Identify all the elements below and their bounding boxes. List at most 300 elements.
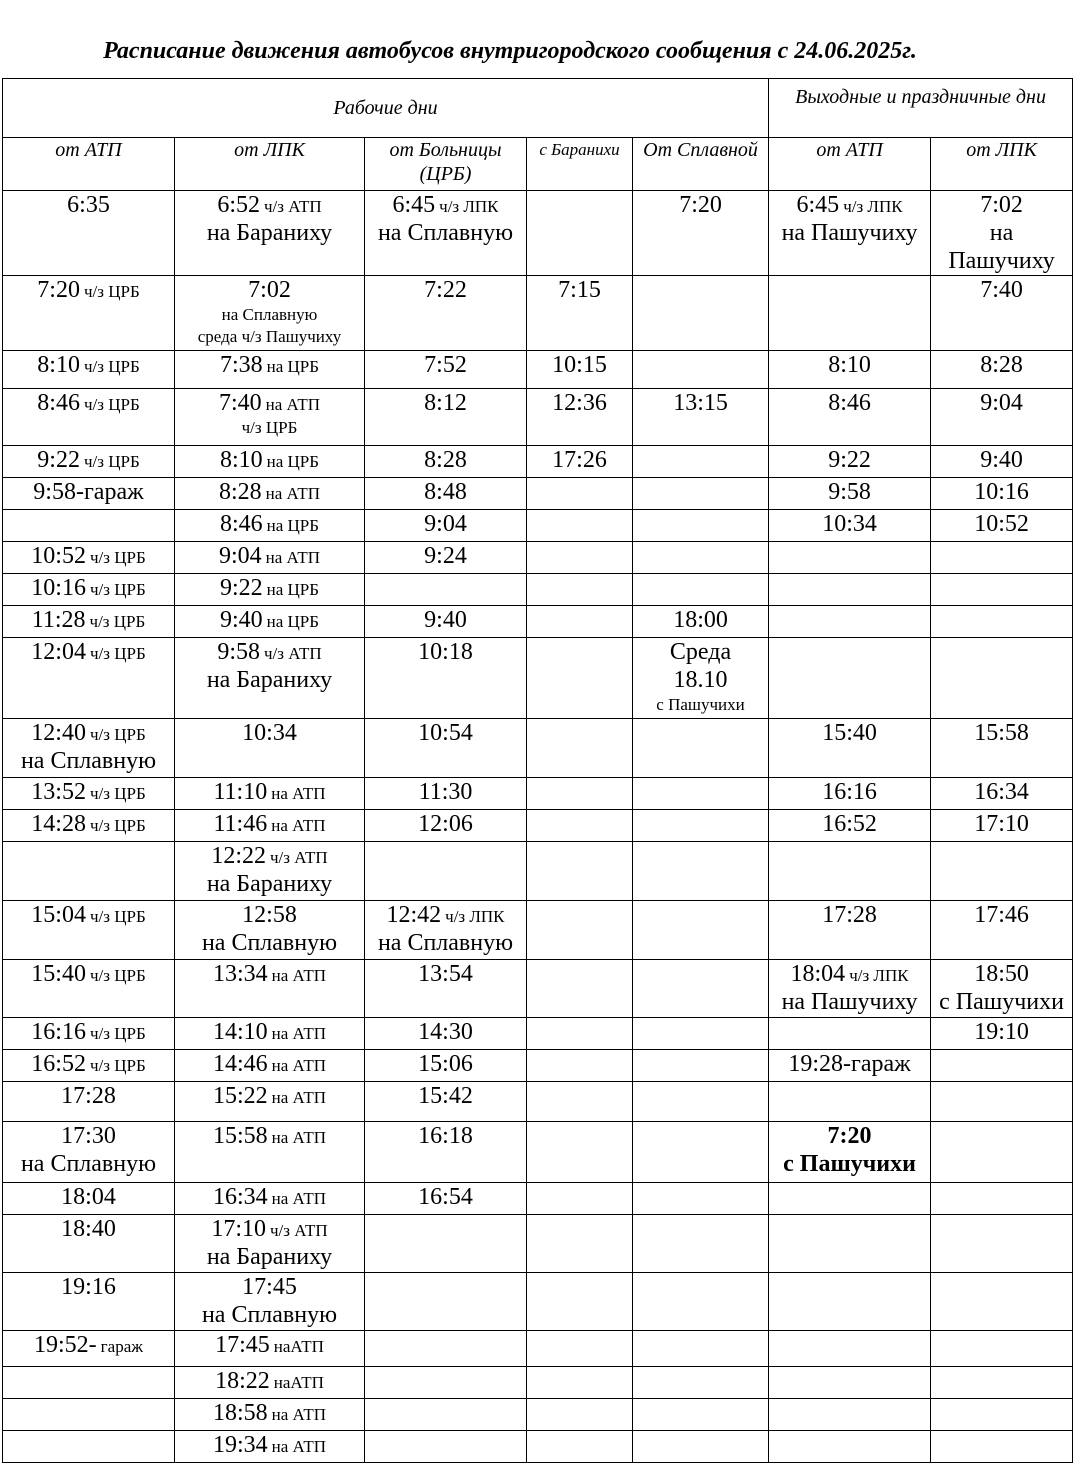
schedule-cell xyxy=(931,191,1073,276)
schedule-cell xyxy=(3,1215,175,1273)
schedule-cell xyxy=(175,478,365,510)
schedule-cell xyxy=(527,842,633,901)
cell-line xyxy=(3,719,174,747)
schedule-cell xyxy=(3,719,175,778)
route-note: ч/з ЦРБ xyxy=(89,907,146,926)
schedule-cell xyxy=(633,1367,769,1399)
route-note: на АТП xyxy=(271,784,326,803)
route-note: ч/з ЦРБ xyxy=(89,644,146,663)
schedule-cell xyxy=(175,1331,365,1367)
route-note: на АТП xyxy=(265,395,320,414)
schedule-cell xyxy=(931,1215,1073,1273)
cell-line xyxy=(175,1399,364,1427)
schedule-cell xyxy=(931,389,1073,446)
departure-time: 15:40 xyxy=(822,720,877,746)
schedule-cell xyxy=(3,606,175,638)
departure-time: 11:46 xyxy=(213,811,268,837)
cell-line xyxy=(365,638,526,666)
departure-time: 15:42 xyxy=(418,1083,473,1109)
cell-line xyxy=(769,191,930,219)
departure-time: 8:46 xyxy=(219,511,263,537)
schedule-cell xyxy=(365,1122,527,1183)
cell-line xyxy=(365,1018,526,1046)
cell-line xyxy=(175,1301,364,1329)
cell-line xyxy=(175,1018,364,1046)
schedule-cell xyxy=(365,389,527,446)
route-note: ч/з АТП xyxy=(263,644,322,663)
schedule-cell xyxy=(175,351,365,389)
schedule-cell xyxy=(365,1018,527,1050)
departure-time: 9:40 xyxy=(424,607,467,633)
cell-line xyxy=(365,778,526,806)
cell-line xyxy=(931,1018,1072,1046)
schedule-cell xyxy=(365,1331,527,1367)
route-note: на АТП xyxy=(271,1128,326,1147)
departure-time: 14:46 xyxy=(212,1051,268,1077)
route-note: на АТП xyxy=(271,1437,326,1456)
schedule-cell xyxy=(633,719,769,778)
schedule-cell xyxy=(365,542,527,574)
schedule-cell xyxy=(527,719,633,778)
table-row xyxy=(3,960,1073,1018)
schedule-cell xyxy=(3,446,175,478)
route-note: на АТП xyxy=(271,816,326,835)
schedule-cell xyxy=(527,778,633,810)
departure-time: 8:28 xyxy=(218,479,262,505)
cell-line xyxy=(175,666,364,694)
schedule-cell xyxy=(175,606,365,638)
schedule-cell xyxy=(769,719,931,778)
schedule-cell xyxy=(931,960,1073,1018)
cell-line xyxy=(931,389,1072,417)
cell-line xyxy=(175,1331,364,1359)
schedule-cell xyxy=(365,1273,527,1331)
schedule-cell xyxy=(527,1431,633,1463)
cell-line xyxy=(3,1082,174,1110)
cell-line xyxy=(365,901,526,929)
schedule-cell xyxy=(931,478,1073,510)
departure-time: 15:22 xyxy=(212,1083,268,1109)
cell-line xyxy=(769,778,930,806)
table-row xyxy=(3,510,1073,542)
departure-time: 15:58 xyxy=(974,720,1029,746)
cell-line xyxy=(931,351,1072,379)
cell-line xyxy=(175,901,364,929)
schedule-cell xyxy=(175,1050,365,1082)
cell-line xyxy=(365,276,526,304)
cell-line xyxy=(633,638,768,666)
schedule-cell xyxy=(175,1431,365,1463)
schedule-cell xyxy=(527,901,633,960)
schedule-cell xyxy=(527,1399,633,1431)
route-note: на АТП xyxy=(271,1056,326,1075)
schedule-cell xyxy=(931,1018,1073,1050)
cell-line xyxy=(365,810,526,838)
departure-time: 19:16 xyxy=(61,1274,116,1300)
departure-time: 9:58-гараж xyxy=(33,479,144,505)
schedule-cell xyxy=(633,446,769,478)
schedule-cell xyxy=(365,1431,527,1463)
cell-line xyxy=(365,478,526,506)
departure-time: 17:45 xyxy=(215,1332,270,1358)
departure-time: 13:52 xyxy=(31,779,86,805)
departure-time: на Бараниху xyxy=(206,871,333,897)
table-row xyxy=(3,1431,1073,1463)
departure-time: 17:45 xyxy=(242,1274,297,1300)
cell-line xyxy=(3,1215,174,1243)
table-row xyxy=(3,191,1073,276)
schedule-cell xyxy=(769,191,931,276)
cell-line xyxy=(175,574,364,602)
route-note: ч/з ЦРБ xyxy=(89,612,146,631)
schedule-cell xyxy=(633,1082,769,1122)
cell-line xyxy=(3,606,174,634)
table-row xyxy=(3,478,1073,510)
schedule-cell xyxy=(633,389,769,446)
departure-time: 9:22 xyxy=(828,447,871,473)
cell-line xyxy=(3,574,174,602)
schedule-cell xyxy=(527,510,633,542)
schedule-cell xyxy=(365,191,527,276)
cell-line xyxy=(633,666,768,694)
departure-time: 11:10 xyxy=(213,779,268,805)
departure-time: 13:54 xyxy=(418,961,473,987)
cell-line xyxy=(3,191,174,219)
cell-line xyxy=(365,606,526,634)
departure-time: 6:45 xyxy=(796,192,840,218)
schedule-cell xyxy=(365,606,527,638)
schedule-cell xyxy=(3,510,175,542)
departure-time: 14:10 xyxy=(212,1019,268,1045)
cell-line xyxy=(175,510,364,538)
departure-time: 16:34 xyxy=(212,1184,268,1210)
schedule-cell xyxy=(527,276,633,351)
schedule-cell xyxy=(175,638,365,719)
cell-line xyxy=(931,778,1072,806)
schedule-cell xyxy=(175,719,365,778)
schedule-cell xyxy=(527,810,633,842)
table-row xyxy=(3,574,1073,606)
cell-line xyxy=(175,542,364,570)
schedule-cell xyxy=(769,351,931,389)
route-note: на Сплавную xyxy=(221,305,318,324)
schedule-cell xyxy=(3,1122,175,1183)
schedule-table xyxy=(2,78,1073,1463)
schedule-cell xyxy=(3,1399,175,1431)
route-note: на ЦРБ xyxy=(266,516,320,535)
cell-line xyxy=(175,191,364,219)
table-row xyxy=(3,389,1073,446)
cell-line xyxy=(769,219,930,247)
departure-time: 7:20 xyxy=(827,1123,872,1149)
schedule-cell xyxy=(769,638,931,719)
cell-line xyxy=(175,219,364,247)
cell-line xyxy=(931,191,1072,219)
table-row xyxy=(3,1367,1073,1399)
departure-time: 9:40 xyxy=(980,447,1023,473)
schedule-cell xyxy=(769,510,931,542)
departure-time: 11:30 xyxy=(418,779,473,805)
cell-line xyxy=(365,1082,526,1110)
departure-time: 15:58 xyxy=(212,1123,268,1149)
schedule-cell xyxy=(633,276,769,351)
departure-time: на Пашучиху xyxy=(781,989,918,1015)
schedule-cell xyxy=(175,842,365,901)
schedule-cell xyxy=(3,478,175,510)
schedule-cell xyxy=(3,1050,175,1082)
schedule-cell xyxy=(365,778,527,810)
schedule-cell xyxy=(769,1273,931,1331)
route-note: ч/з АТП xyxy=(263,197,322,216)
schedule-cell xyxy=(769,1431,931,1463)
schedule-cell xyxy=(527,638,633,719)
schedule-cell xyxy=(175,960,365,1018)
departure-time: 17:10 xyxy=(974,811,1029,837)
route-note: с Пашучихи xyxy=(656,695,745,714)
cell-line xyxy=(769,351,930,379)
schedule-cell xyxy=(633,574,769,606)
departure-time: на Бараниху xyxy=(206,1244,333,1270)
route-note: ч/з ЦРБ xyxy=(89,580,146,599)
departure-time: 7:40 xyxy=(980,277,1023,303)
departure-time: 6:52 xyxy=(217,192,260,218)
schedule-cell xyxy=(769,478,931,510)
table-row xyxy=(3,351,1073,389)
schedule-cell xyxy=(527,1122,633,1183)
departure-time: 12:58 xyxy=(242,902,297,928)
route-note: гараж xyxy=(100,1337,143,1356)
table-row xyxy=(3,719,1073,778)
departure-time: 14:30 xyxy=(418,1019,473,1045)
departure-time: 10:16 xyxy=(31,575,86,601)
schedule-cell xyxy=(931,1122,1073,1183)
departure-time: 10:18 xyxy=(418,639,473,665)
schedule-cell xyxy=(175,1018,365,1050)
cell-line xyxy=(931,276,1072,304)
departure-time: 17:30 xyxy=(61,1123,116,1149)
departure-time: Среда xyxy=(669,639,732,665)
schedule-cell xyxy=(633,191,769,276)
column-header: от АТП xyxy=(769,138,931,191)
schedule-cell xyxy=(3,276,175,351)
schedule-cell xyxy=(769,960,931,1018)
table-row xyxy=(3,1331,1073,1367)
table-row xyxy=(3,842,1073,901)
cell-line xyxy=(931,478,1072,506)
schedule-cell xyxy=(3,638,175,719)
schedule-cell xyxy=(175,191,365,276)
departure-time: на Сплавную xyxy=(20,748,157,774)
departure-time: 8:12 xyxy=(424,390,467,416)
table-row xyxy=(3,1050,1073,1082)
route-note: на АТП xyxy=(271,966,326,985)
table-row xyxy=(3,1122,1073,1183)
departure-time: 12:40 xyxy=(31,720,86,746)
departure-time: 9:22 xyxy=(219,575,263,601)
cell-line xyxy=(175,719,364,747)
schedule-cell xyxy=(931,1431,1073,1463)
schedule-cell xyxy=(175,1183,365,1215)
schedule-cell xyxy=(365,1215,527,1273)
cell-line xyxy=(175,1273,364,1301)
schedule-cell xyxy=(365,1399,527,1431)
cell-line xyxy=(365,1122,526,1150)
departure-time: 18:04 xyxy=(61,1184,116,1210)
departure-time: 10:15 xyxy=(552,352,607,378)
departure-time: 19:34 xyxy=(212,1432,268,1458)
schedule-cell xyxy=(527,1183,633,1215)
departure-time: с Пашучихи xyxy=(783,1151,916,1177)
departure-time: на Сплавную xyxy=(201,1302,338,1328)
schedule-cell xyxy=(633,842,769,901)
schedule-cell xyxy=(527,1082,633,1122)
departure-time: 16:54 xyxy=(418,1184,473,1210)
schedule-cell xyxy=(527,1215,633,1273)
schedule-cell xyxy=(365,1367,527,1399)
table-row xyxy=(3,1399,1073,1431)
cell-line xyxy=(175,870,364,898)
cell-line xyxy=(175,1122,364,1150)
cell-line xyxy=(175,1183,364,1211)
schedule-cell xyxy=(3,842,175,901)
departure-time: 18:50 xyxy=(974,961,1029,987)
schedule-cell xyxy=(931,1050,1073,1082)
schedule-cell xyxy=(931,1082,1073,1122)
schedule-cell xyxy=(931,638,1073,719)
route-note: ч/з ЛПК xyxy=(445,907,505,926)
cell-line xyxy=(769,1150,930,1178)
departure-time: на Бараниху xyxy=(206,667,333,693)
schedule-cell xyxy=(931,1331,1073,1367)
schedule-cell xyxy=(175,901,365,960)
schedule-cell xyxy=(931,1399,1073,1431)
column-header: от АТП xyxy=(3,138,175,191)
table-row xyxy=(3,446,1073,478)
schedule-cell xyxy=(633,510,769,542)
cell-line xyxy=(365,719,526,747)
cell-line xyxy=(365,389,526,417)
cell-line xyxy=(3,1018,174,1046)
schedule-cell xyxy=(527,574,633,606)
schedule-cell xyxy=(769,778,931,810)
departure-time: 15:04 xyxy=(31,902,86,928)
schedule-cell xyxy=(3,901,175,960)
departure-time: 19:10 xyxy=(974,1019,1029,1045)
schedule-cell xyxy=(365,446,527,478)
schedule-body xyxy=(3,191,1073,1463)
table-row xyxy=(3,901,1073,960)
cell-line xyxy=(175,929,364,957)
departure-time: 17:28 xyxy=(61,1083,116,1109)
schedule-cell xyxy=(527,1331,633,1367)
departure-time: 16:52 xyxy=(822,811,877,837)
schedule-cell xyxy=(769,1215,931,1273)
schedule-cell xyxy=(175,1082,365,1122)
departure-time: 18:40 xyxy=(61,1216,116,1242)
route-note: ч/з ЦРБ xyxy=(83,452,140,471)
departure-time: 13:34 xyxy=(212,961,268,987)
departure-time: 12:36 xyxy=(552,390,607,416)
cell-line xyxy=(175,478,364,506)
column-header: от ЛПК xyxy=(931,138,1073,191)
schedule-cell xyxy=(931,542,1073,574)
cell-line xyxy=(175,638,364,666)
departure-time: 9:22 xyxy=(37,447,80,473)
departure-time: 8:48 xyxy=(424,479,467,505)
schedule-cell xyxy=(769,1183,931,1215)
table-row xyxy=(3,1018,1073,1050)
schedule-cell xyxy=(3,810,175,842)
departure-time: с Пашучихи xyxy=(939,989,1064,1015)
cell-line xyxy=(769,1050,930,1078)
route-note: ч/з ЛПК xyxy=(843,197,903,216)
weekday-group-header: Рабочие дни xyxy=(3,79,769,138)
route-note: ч/з АТП xyxy=(269,848,328,867)
cell-line xyxy=(931,719,1072,747)
cell-line xyxy=(769,810,930,838)
group-header-row xyxy=(3,79,1073,138)
departure-time: 18:22 xyxy=(215,1368,270,1394)
table-row xyxy=(3,542,1073,574)
schedule-cell xyxy=(527,191,633,276)
cell-line xyxy=(175,1243,364,1271)
departure-time: 7:15 xyxy=(558,277,601,303)
schedule-cell xyxy=(931,901,1073,960)
departure-time: 16:16 xyxy=(822,779,877,805)
schedule-cell xyxy=(633,810,769,842)
departure-time: 16:16 xyxy=(31,1019,86,1045)
cell-line xyxy=(3,1122,174,1150)
schedule-cell xyxy=(175,1273,365,1331)
cell-line xyxy=(175,1367,364,1395)
cell-line xyxy=(3,276,174,304)
cell-line xyxy=(769,901,930,929)
cell-line xyxy=(175,810,364,838)
route-note: ч/з ЦРБ xyxy=(83,282,140,301)
schedule-cell xyxy=(175,1215,365,1273)
schedule-cell xyxy=(633,1215,769,1273)
schedule-cell xyxy=(769,1367,931,1399)
schedule-cell xyxy=(633,901,769,960)
departure-time: 6:45 xyxy=(392,192,436,218)
departure-time: 7:20 xyxy=(37,277,80,303)
table-row xyxy=(3,1082,1073,1122)
schedule-cell xyxy=(3,778,175,810)
departure-time: на Бараниху xyxy=(206,220,333,246)
cell-line xyxy=(769,478,930,506)
route-note: ч/з ЦРБ xyxy=(89,816,146,835)
cell-line xyxy=(3,1273,174,1301)
departure-time: 7:52 xyxy=(424,352,467,378)
departure-time: 13:15 xyxy=(673,390,728,416)
schedule-cell xyxy=(527,389,633,446)
schedule-cell xyxy=(365,719,527,778)
cell-line xyxy=(527,351,632,379)
schedule-cell xyxy=(931,276,1073,351)
cell-line xyxy=(3,901,174,929)
departure-time: 18:58 xyxy=(212,1400,268,1426)
departure-time: на xyxy=(989,220,1014,246)
departure-time: 9:24 xyxy=(424,543,467,569)
schedule-cell xyxy=(3,1331,175,1367)
schedule-cell xyxy=(769,810,931,842)
schedule-cell xyxy=(527,1018,633,1050)
cell-line xyxy=(769,510,930,538)
cell-line xyxy=(175,351,364,379)
schedule-cell xyxy=(527,542,633,574)
cell-line xyxy=(3,638,174,666)
schedule-cell xyxy=(175,1367,365,1399)
